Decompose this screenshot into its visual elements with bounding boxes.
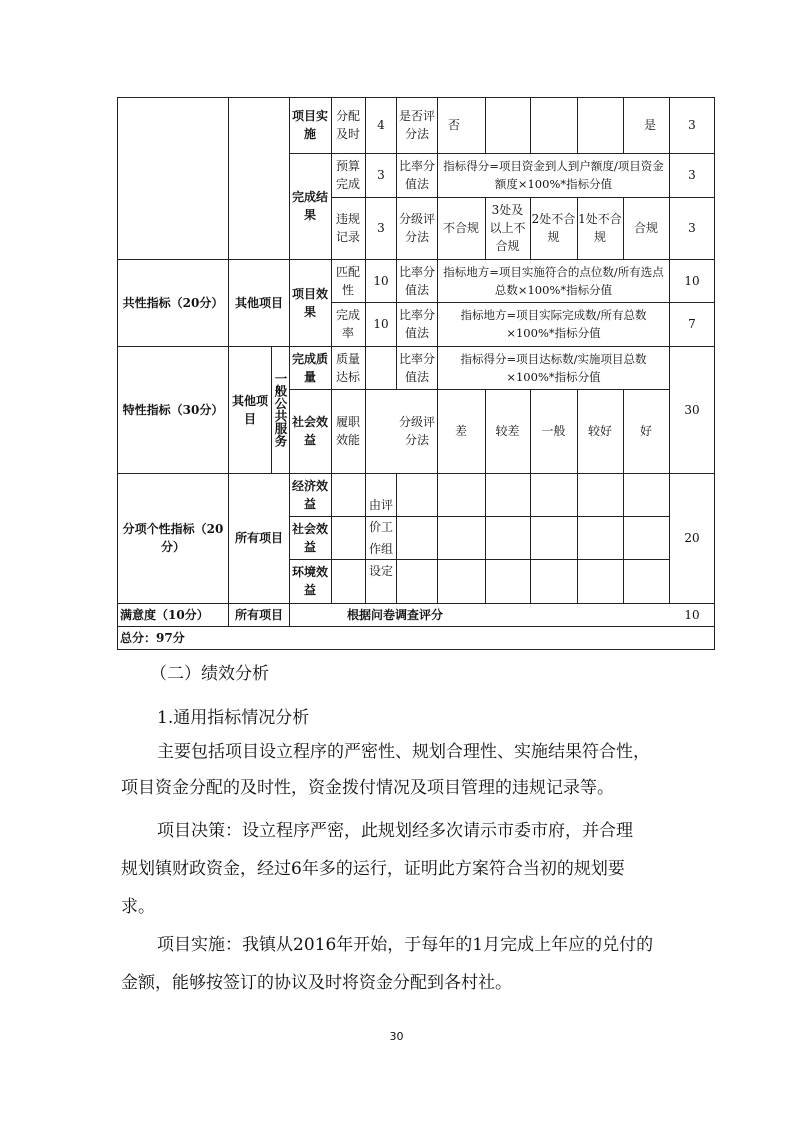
table-rule (530, 97, 531, 153)
score-cell: 4 (377, 118, 385, 132)
table-rule (577, 97, 578, 153)
sub-category-cell: 社会效益 (291, 415, 328, 447)
description-cell: 根据问卷调查评分 (346, 607, 443, 622)
total-cell: 10 (684, 607, 700, 622)
performance-score-table (117, 97, 715, 650)
method-cell: 由评价工作组设定 (368, 498, 393, 578)
body-line: 金额，能够按签订的协议及时将资金分配到各村社。 (121, 973, 512, 993)
body-line: 项目实施：我镇从2016年开始，于每年的1月完成上年应的兑付的 (157, 935, 654, 955)
grade-cell: 3处及以上不合规 (489, 203, 526, 253)
project-type-cell: 所有项目 (234, 607, 283, 622)
table-rule (485, 97, 486, 153)
section-label: 满意度（10分） (120, 607, 209, 622)
item-cell: 预算完成 (335, 159, 360, 191)
table-rule (289, 97, 290, 626)
description-cell: 指标得分=项目资金到人到户额度/项目资金额度×100%*指标分值 (443, 159, 664, 191)
table-rule (577, 473, 578, 603)
section-label: 特性指标（30分） (122, 402, 224, 417)
method-cell: 是否评分法 (398, 109, 435, 141)
grade-cell: 1处不合规 (578, 212, 622, 244)
method-cell: 比率分值法 (398, 351, 435, 384)
subsection-heading: 1.通用指标情况分析 (157, 708, 310, 728)
description-cell: 指标地方=项目实际完成数/所有总数×100%*指标分值 (460, 308, 647, 340)
table-rule (714, 97, 715, 650)
item-cell: 匹配性 (335, 264, 360, 297)
total-cell: 7 (688, 317, 696, 331)
grade-cell: 差 (454, 424, 467, 438)
grade-cell: 较好 (587, 424, 612, 438)
description-cell: 指标地方=项目实施符合的点位数/所有选点总数×100%*指标分值 (443, 264, 664, 297)
method-cell: 分级评分法 (398, 415, 435, 447)
section-label: 分项个性指标（20分） (122, 522, 224, 554)
table-rule (396, 473, 397, 603)
section-heading: （二）绩效分析 (150, 664, 269, 684)
score-cell: 3 (377, 221, 385, 235)
total-score-row: 总分：97分 (120, 630, 185, 645)
description-cell: 指标得分=项目达标数/实施项目总数×100%*指标分值 (460, 351, 647, 384)
table-rule (365, 346, 366, 603)
sub-category-cell: 项目效果 (291, 286, 328, 319)
method-cell: 比率分值法 (398, 264, 435, 297)
method-cell: 分级评分法 (398, 212, 435, 244)
total-cell: 20 (684, 531, 700, 545)
project-subtype-cell (272, 346, 289, 473)
score-cell: 3 (377, 168, 385, 182)
total-cell: 10 (684, 273, 700, 288)
item-cell: 完成率 (335, 308, 360, 340)
sub-category-cell: 完成质量 (291, 351, 328, 384)
grade-cell: 合规 (633, 221, 658, 235)
sub-category-cell: 完成结果 (291, 190, 328, 222)
total-cell: 3 (688, 118, 696, 132)
grade-cell: 2处不合规 (531, 212, 576, 244)
sub-category-cell: 社会效益 (291, 521, 328, 554)
total-cell: 30 (684, 402, 700, 417)
table-rule (331, 97, 332, 603)
table-rule (396, 97, 397, 346)
table-rule (117, 649, 715, 650)
table-rule (530, 473, 531, 603)
score-cell: 10 (373, 317, 389, 331)
table-rule (485, 473, 486, 603)
body-line: 项目资金分配的及时性，资金拨付情况及项目管理的违规记录等。 (121, 778, 614, 798)
page-number: 30 (389, 1030, 404, 1043)
project-subtype-text: 一般公共服务 (273, 372, 288, 447)
section-label: 共性指标（20分） (122, 295, 224, 310)
body-line: 主要包括项目设立程序的严密性、规划合理性、实施结果符合性， (157, 742, 650, 762)
table-rule (289, 516, 669, 517)
sub-category-cell: 项目实施 (291, 109, 328, 141)
body-line: 规划镇财政资金，经过6年多的运行，证明此方案符合当初的规划要 (121, 859, 625, 879)
grade-cell: 好 (639, 424, 652, 438)
method-cell: 比率分值法 (398, 159, 435, 191)
sub-category-cell: 经济效益 (291, 478, 328, 511)
table-rule (623, 473, 624, 603)
table-rule (289, 559, 669, 560)
project-type-cell: 其他项目 (234, 295, 283, 310)
grade-cell: 一般 (541, 424, 566, 438)
table-rule (396, 346, 397, 389)
grade-cell: 否 (448, 118, 461, 132)
score-cell: 10 (373, 273, 389, 288)
method-cell: 比率分值法 (398, 308, 435, 340)
total-cell: 3 (688, 168, 696, 182)
grade-cell: 较差 (495, 424, 520, 438)
total-cell: 3 (688, 221, 696, 235)
project-type-cell: 其他项目 (231, 393, 268, 426)
item-cell: 违规记录 (335, 212, 360, 244)
item-cell: 履职效能 (335, 415, 360, 447)
sub-category-cell: 环境效益 (291, 565, 328, 597)
grade-cell: 是 (643, 118, 656, 132)
grade-cell: 不合规 (442, 221, 479, 235)
body-line: 项目决策：设立程序严密，此规划经多次请示市委市府，并合理 (157, 821, 633, 841)
project-type-cell: 所有项目 (234, 531, 283, 545)
item-cell: 质量达标 (335, 351, 360, 384)
body-line: 求。 (121, 897, 155, 917)
table-rule (437, 97, 438, 603)
item-cell: 分配及时 (335, 109, 360, 141)
